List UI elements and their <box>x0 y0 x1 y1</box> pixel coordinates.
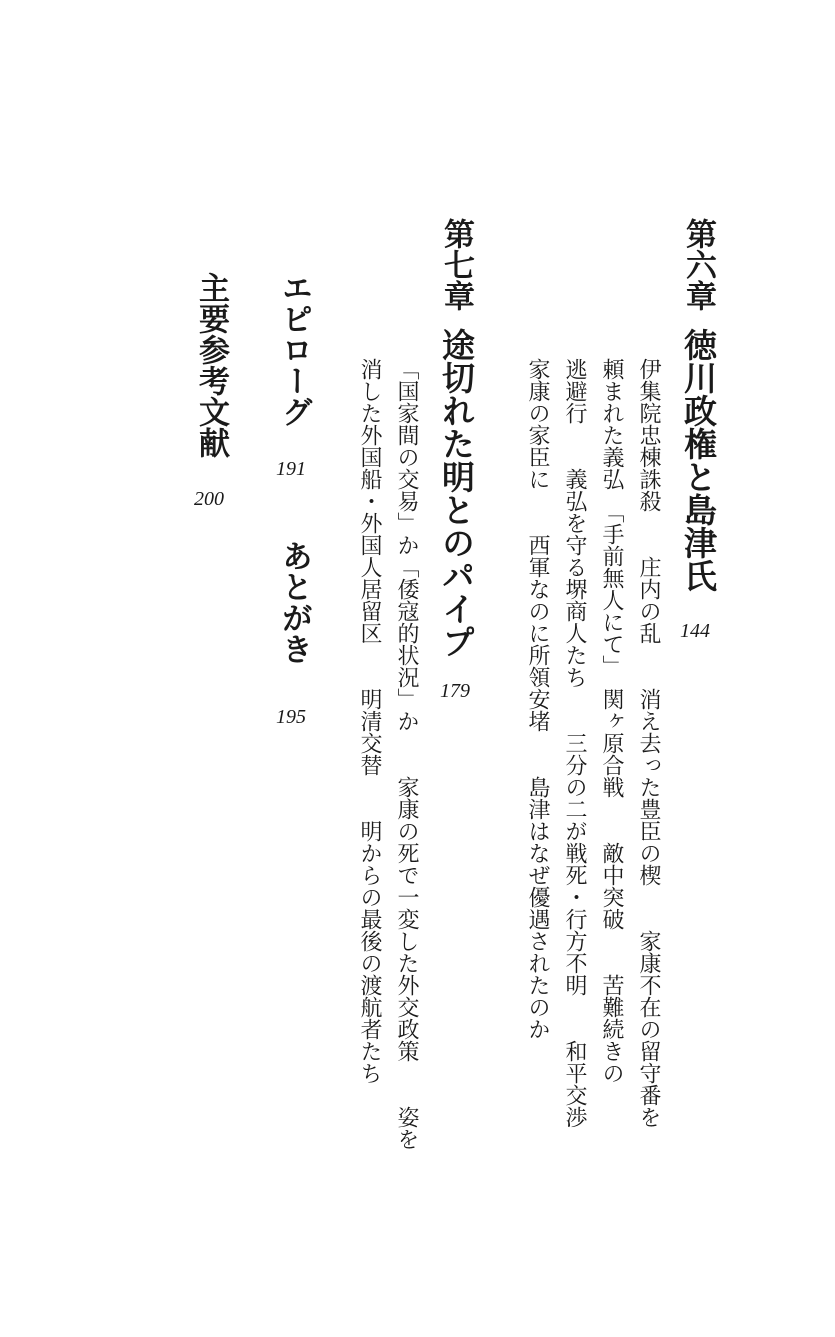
chapter-6-title[interactable]: 徳川政権と島津氏 <box>679 328 718 592</box>
chapter-7-page-number: 179 <box>440 680 470 702</box>
references-page-number: 200 <box>194 488 224 510</box>
chapter-6-page-number: 144 <box>680 620 710 642</box>
references-title[interactable]: 主要参考文献 <box>193 272 229 458</box>
epilogue-title[interactable]: エピローグ <box>276 272 312 427</box>
epilogue-page-number: 191 <box>276 458 306 480</box>
chapter-6-line-4: 家康の家臣に 西軍なのに所領安堵 島津はなぜ優遇されたのか <box>525 358 550 1040</box>
afterword-title[interactable]: あとがき <box>276 540 312 664</box>
chapter-6-line-2: 頼まれた義弘 「手前無人にて」 関ヶ原合戦 敵中突破 苦難続きの <box>599 358 624 1084</box>
chapter-7-line-1: 「国家間の交易」か「倭寇的状況」か 家康の死で一変した外交政策 姿を <box>394 358 419 1150</box>
chapter-6-label: 第六章 <box>680 218 716 311</box>
chapter-6-line-3: 逃避行 義弘を守る堺商人たち 三分の二が戦死・行方不明 和平交渉 <box>562 358 587 1128</box>
chapter-6-line-1: 伊集院忠棟誅殺 庄内の乱 消え去った豊臣の楔 家康不在の留守番を <box>636 358 661 1128</box>
chapter-7-label: 第七章 <box>438 218 474 311</box>
chapter-7-title[interactable]: 途切れた明とのパイプ <box>437 328 476 658</box>
afterword-page-number: 195 <box>276 706 306 728</box>
chapter-7-line-2: 消した外国船・外国人居留区 明清交替 明からの最後の渡航者たち <box>357 358 382 1084</box>
